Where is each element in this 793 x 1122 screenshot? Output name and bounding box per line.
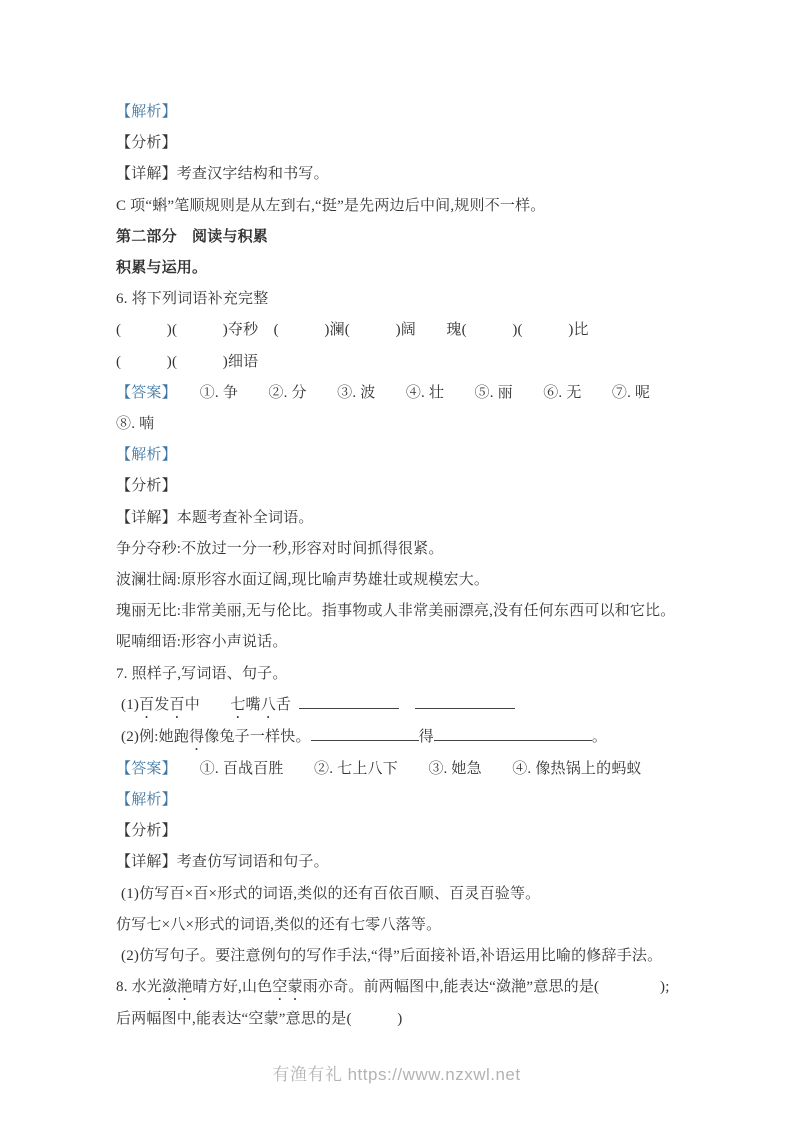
text-run: 7. 照样子,写词语、句子。 — [116, 665, 288, 682]
text-run: 滟 — [177, 979, 193, 996]
text-run: 像兔子一样快。 — [204, 728, 311, 745]
text-run: ( )( )细语 — [116, 353, 259, 370]
question-6-stem — [116, 284, 736, 315]
section-heading — [116, 222, 736, 253]
bracket-label: 【解析】 — [116, 447, 177, 464]
text-run — [291, 697, 299, 713]
text-run — [399, 697, 415, 713]
fenxi-label-1 — [116, 128, 736, 159]
text-run: 中 — [184, 696, 200, 713]
question-8-stem — [116, 972, 736, 1004]
text-run: 百 — [139, 696, 155, 713]
question-8-stem-2 — [116, 1004, 736, 1035]
q6-blank-row-1 — [116, 315, 736, 346]
def-ninanxiyu — [116, 627, 736, 658]
text-run: 百 — [169, 696, 185, 713]
q7-explain-2 — [116, 910, 736, 941]
explanation-q5 — [116, 191, 736, 222]
xiangjie-q6 — [116, 503, 736, 534]
text-run: 得 — [189, 728, 205, 745]
text-run: 潋 — [162, 979, 178, 996]
text-run: 瑰丽无比:非常美丽,无与伦比。指事物或人非常美丽漂亮,没有任何东西可以和它比。 — [116, 603, 676, 620]
text-run: 晴方好,山色 — [192, 979, 273, 996]
xiangjie-q7 — [116, 847, 736, 878]
text-run: (2)仿写句子。要注意例句的写作手法,“得”后面接补语,补语运用比喻的修辞手法。 — [121, 948, 663, 965]
q7-explain-3 — [116, 941, 736, 972]
fenxi-label-3 — [116, 816, 736, 847]
q7-part1 — [116, 690, 736, 722]
text-run: ( )( )夺秒 ( )澜( )阔 瑰( )( )比 — [116, 322, 589, 339]
bracket-label: 【解析】 — [116, 104, 177, 120]
answer-blank — [415, 695, 515, 709]
text-run: 8. 水光 — [116, 979, 163, 996]
text-run: 雨亦奇。前两幅图中,能表达“潋滟”意思的是( ); — [302, 979, 670, 996]
bracket-label: 【解析】 — [116, 792, 177, 809]
text-run: 【详解】本题考查补全词语。 — [116, 509, 314, 526]
text-run: 【分析】 — [116, 135, 177, 152]
text-run: 【详解】考查汉字结构和书写。 — [116, 166, 329, 183]
q7-explain-1 — [116, 879, 736, 910]
answer-blank — [434, 727, 592, 741]
text-run: 6. 将下列词语补充完整 — [116, 291, 269, 308]
text-run: 积累与运用。 — [116, 260, 208, 277]
text-run: 蒙 — [287, 979, 303, 996]
jiexi-label-2 — [116, 440, 736, 471]
answer-q6-cont — [116, 409, 736, 440]
text-run: 第二部分 阅读与积累 — [116, 228, 269, 245]
xiangjie-q5 — [116, 159, 736, 190]
text-run: 发 — [154, 696, 170, 713]
text-run: 得 — [418, 728, 434, 745]
text-run: 。 — [591, 728, 608, 745]
text-run: ⑧. 喃 — [116, 416, 155, 433]
text-run: 波澜壮阔:原形容水面辽阔,现比喻声势雄壮或规模宏大。 — [116, 572, 490, 589]
text-run: 七 — [230, 696, 246, 713]
answer-q7 — [116, 754, 736, 785]
text-run: 【详解】考查仿写词语和句子。 — [116, 854, 329, 871]
question-7-stem — [116, 659, 736, 690]
text-run: ①. 百战百胜 ②. 七上八下 ③. 她急 ④. 像热锅上的蚂蚁 — [169, 760, 642, 777]
bracket-label: 【答案】 — [116, 760, 170, 777]
text-run: 【分析】 — [116, 478, 177, 495]
def-guiliwubi — [116, 596, 736, 627]
text-run: C 项“蝌”笔顺规则是从左到右,“挺”是先两边后中间,规则不一样。 — [116, 197, 546, 214]
text-run: 空 — [272, 979, 288, 996]
answer-blank — [311, 727, 419, 741]
text-run: 八 — [260, 696, 276, 713]
answer-q6 — [116, 378, 736, 409]
text-run: 争分夺秒:不放过一分一秒,形容对时间抓得很紧。 — [116, 540, 444, 557]
text-run: (1)仿写百×百×形式的词语,类似的还有百依百顺、百灵百验等。 — [121, 885, 541, 902]
text-run: (2)例:她跑 — [121, 728, 190, 745]
footer-watermark: 有渔有礼 https://www.nzxwl.net — [272, 1065, 521, 1084]
text-run: (1) — [121, 696, 140, 713]
jiexi-label-1 — [116, 97, 736, 128]
q7-part2 — [116, 722, 736, 754]
fenxi-label-2 — [116, 471, 736, 502]
def-bolanzhuangkuo — [116, 565, 736, 596]
text-run: 后两幅图中,能表达“空蒙”意思的是( ) — [116, 1011, 403, 1028]
text-run: 嘴 — [245, 696, 261, 713]
text-run: 舌 — [275, 696, 292, 713]
answer-blank — [299, 695, 399, 709]
document-body — [116, 97, 736, 1035]
jiexi-label-3 — [116, 785, 736, 816]
q6-blank-row-2 — [116, 347, 736, 378]
bracket-label: 【答案】 — [116, 384, 170, 401]
text-run: 仿写七×八×形式的词语,类似的还有七零八落等。 — [116, 916, 442, 933]
text-run: ①. 争 ②. 分 ③. 波 ④. 壮 ⑤. 丽 ⑥. 无 ⑦. 呢 — [169, 384, 651, 401]
text-run: 呢喃细语:形容小声说话。 — [116, 634, 288, 651]
text-run: 【分析】 — [116, 823, 177, 840]
subsection-heading — [116, 253, 736, 284]
text-run — [200, 697, 230, 713]
def-zhengfenduomiao — [116, 534, 736, 565]
